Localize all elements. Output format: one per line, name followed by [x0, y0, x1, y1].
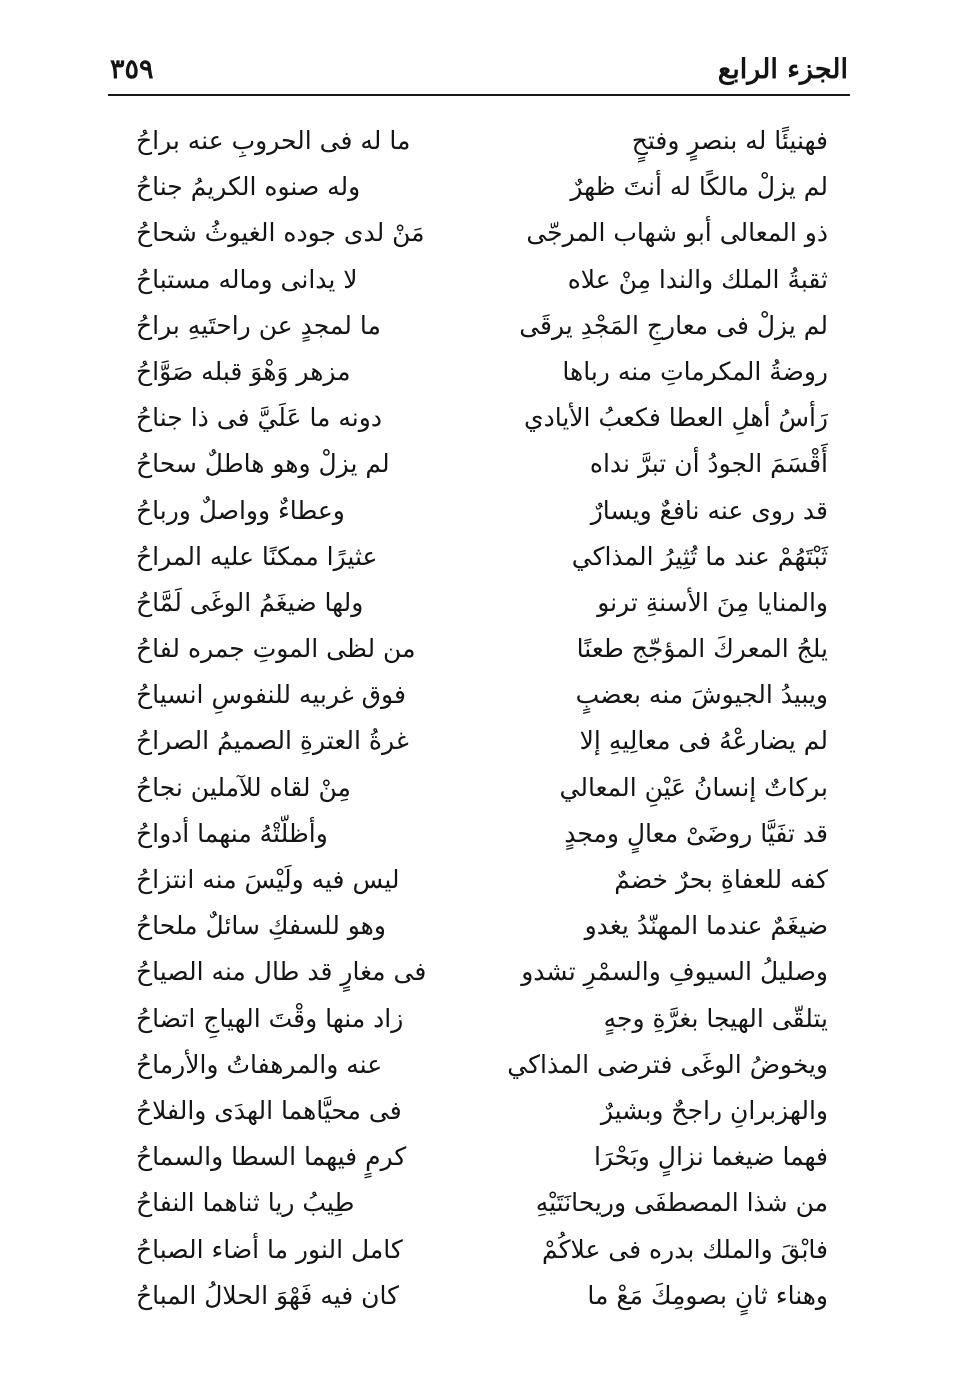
verse-line — [0, 1140, 956, 1186]
first-hemistich: يتلقّى الهيجا بغرَّةِ وجهٍ — [603, 1003, 828, 1033]
verse-line — [0, 1048, 956, 1094]
first-hemistich: والهزبرانِ راجحٌ وبشيرٌ — [600, 1095, 828, 1125]
first-hemistich: لم يضارعْهُ فى معالِيهِ إلا — [579, 726, 828, 756]
second-hemistich: وله صنوه الكريمُ جناحُ — [136, 172, 361, 202]
second-hemistich: فى مغارٍ قد طال منه الصياحُ — [136, 957, 427, 987]
verse-line — [0, 1186, 956, 1232]
second-hemistich: طِيبُ ريا ثناهما النفاحُ — [136, 1188, 355, 1218]
first-hemistich: رَأسُ أهلِ العطا فكعبُ الأيادي — [524, 403, 828, 433]
verse-line — [0, 678, 956, 724]
second-hemistich: لم يزلْ وهو هاطلٌ سحاحُ — [136, 449, 390, 479]
verse-line — [0, 955, 956, 1001]
second-hemistich: زاد منها وقْتَ الهياجِ اتضاحُ — [136, 1003, 404, 1033]
verse-line — [0, 1002, 956, 1048]
second-hemistich: ليس فيه ولَيْسَ منه انتزاحُ — [136, 865, 400, 894]
first-hemistich: قد روى عنه نافعٌ ويسارٌ — [590, 495, 828, 525]
second-hemistich: مزهر وَهْوَ قبله صَوَّاحُ — [136, 356, 351, 386]
first-hemistich: وهناء ثانٍ بصومِكَ مَعْ ما — [587, 1280, 828, 1310]
first-hemistich: ذو المعالى أبو شهاب المرجّى — [526, 218, 828, 248]
second-hemistich: غرةُ العترةِ الصميمُ الصراحُ — [136, 726, 409, 756]
verse-line — [0, 216, 956, 262]
second-hemistich: ولها ضيغَمُ الوغَى لَمَّاحُ — [136, 587, 364, 617]
first-hemistich: ثقبةُ الملك والندا مِنْ علاه — [567, 264, 828, 294]
first-hemistich: فابْقَ والملك بدره فى علاكُمْ — [541, 1234, 828, 1264]
second-hemistich: وأظلّتْهُ منهما أدواحُ — [136, 818, 328, 848]
verse-line — [0, 632, 956, 678]
second-hemistich: كامل النور ما أضاء الصباحُ — [136, 1234, 403, 1264]
first-hemistich: روضةُ المكرماتِ منه رباها — [562, 356, 828, 386]
first-hemistich: والمنايا مِنَ الأسنةِ ترنو — [597, 587, 828, 617]
second-hemistich: وعطاءٌ وواصلٌ ورباحُ — [136, 495, 345, 525]
first-hemistich: لم يزلْ مالكًا له أنتَ ظهرٌ — [570, 172, 828, 202]
first-hemistich: فهنيئًا له بنصرٍ وفتحٍ — [631, 126, 828, 155]
verse-line — [0, 1279, 956, 1325]
second-hemistich: كرمٍ فيهما السطا والسماحُ — [136, 1142, 407, 1172]
verse-line — [0, 817, 956, 863]
second-hemistich: كان فيه فَهْوَ الحلالُ المباحُ — [136, 1280, 400, 1310]
first-hemistich: ضيغَمٌ عندما المهنّدُ يغدو — [584, 911, 828, 941]
second-hemistich: وهو للسفكِ سائلٌ ملحاحُ — [136, 911, 386, 941]
verse-line — [0, 863, 956, 909]
first-hemistich: يلجُ المعركَ المؤجّج طعنًا — [576, 634, 828, 664]
second-hemistich: فوق غربيه للنفوسِ انسياحُ — [136, 680, 406, 710]
first-hemistich: كفه للعفاةِ بحرٌ خضمٌ — [614, 865, 828, 894]
second-hemistich: ما له فى الحروبِ عنه براحُ — [136, 126, 411, 155]
verse-line — [0, 263, 956, 309]
second-hemistich: من لظى الموتِ جمره لفاحُ — [136, 634, 416, 664]
first-hemistich: وصليلُ السيوفِ والسمْرِ تشدو — [521, 957, 828, 987]
first-hemistich: ويخوضُ الوغَى فترضى المذاكي — [507, 1049, 828, 1079]
verse-line — [0, 494, 956, 540]
first-hemistich: لم يزلْ فى معارجِ المَجْدِ يرقَى — [519, 310, 828, 340]
first-hemistich: ويبيدُ الجيوشَ منه بعضبٍ — [575, 680, 828, 710]
first-hemistich: فهما ضيغما نزالٍ وبَحْرَا — [593, 1142, 828, 1172]
verse-line — [0, 447, 956, 493]
second-hemistich: ما لمجدٍ عن راحتَيهِ براحُ — [136, 310, 381, 340]
first-hemistich: من شذا المصطفَى وريحانَتَيْهِ — [535, 1188, 828, 1218]
verse-line — [0, 309, 956, 355]
second-hemistich: مَنْ لدى جوده الغيوثُ شحاحُ — [136, 218, 425, 248]
verse-line — [0, 724, 956, 770]
first-hemistich: أَقْسَمَ الجودُ أن تبرَّ نداه — [589, 449, 828, 479]
verse-line — [0, 540, 956, 586]
verse-line — [0, 170, 956, 216]
second-hemistich: عثيرًا ممكنًا عليه المراحُ — [136, 541, 378, 571]
page-header — [108, 50, 850, 96]
verse-line — [0, 586, 956, 632]
second-hemistich: لا يدانى وماله مستباحُ — [136, 264, 358, 294]
second-hemistich: عنه والمرهفاتُ والأرماحُ — [136, 1049, 383, 1079]
first-hemistich: بركاتٌ إنسانُ عَيْنِ المعالي — [559, 772, 828, 802]
poem-body — [0, 124, 956, 1325]
verse-line — [0, 771, 956, 817]
second-hemistich: دونه ما عَلَيَّ فى ذا جناحُ — [136, 403, 382, 433]
verse-line — [0, 1094, 956, 1140]
running-title: الجزء الرابع — [717, 54, 848, 85]
page-number: ٣٥٩ — [110, 54, 154, 85]
first-hemistich: ثَبْتَهُمْ عند ما تُثِيرُ المذاكي — [571, 541, 828, 571]
first-hemistich: قد تفَيَّا روضَىْ معالٍ ومجدٍ — [564, 818, 828, 848]
verse-line — [0, 1233, 956, 1279]
verse-line — [0, 401, 956, 447]
second-hemistich: فى محيَّاهما الهدَى والفلاحُ — [136, 1095, 402, 1125]
verse-line — [0, 124, 956, 170]
second-hemistich: مِنْ لقاه للآملين نجاحُ — [136, 772, 351, 802]
verse-line — [0, 355, 956, 401]
verse-line — [0, 909, 956, 955]
